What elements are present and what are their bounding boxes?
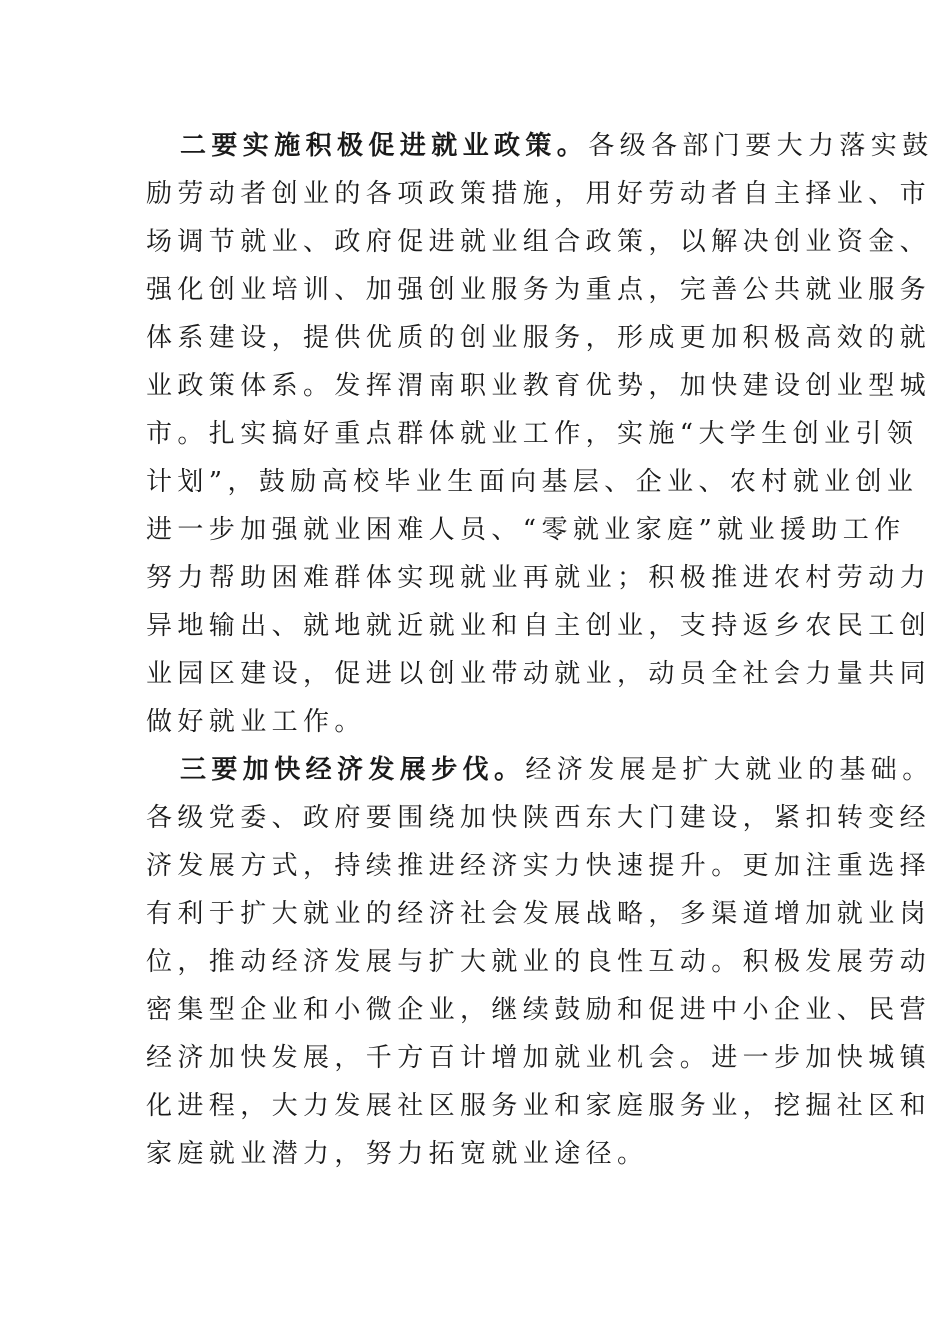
paragraph-text: 各级各部门要大力落实鼓 [588, 131, 934, 161]
paragraph-line: 强化创业培训、加强创业服务为重点，完善公共就业服务 [146, 275, 932, 305]
paragraph-line: 异地输出、就地就近就业和自主创业，支持返乡农民工创 [146, 611, 932, 641]
paragraph-line: 济发展方式，持续推进经济实力快速提升。更加注重选择 [146, 851, 932, 881]
document-page [146, 122, 934, 1178]
paragraph-line: 励劳动者创业的各项政策措施，用好劳动者自主择业、市 [146, 179, 932, 209]
paragraph-line: 密集型企业和小微企业，继续鼓励和促进中小企业、民营 [146, 995, 932, 1025]
paragraph-line: 做好就业工作。 [146, 707, 366, 737]
paragraph-line: 市。扎实搞好重点群体就业工作，实施“大学生创业引领 [146, 419, 919, 449]
paragraph-text: 经济发展是扩大就业的基础。 [525, 755, 934, 785]
paragraph-first-line [146, 122, 934, 170]
paragraph-line: 有利于扩大就业的经济社会发展战略，多渠道增加就业岗 [146, 899, 932, 929]
paragraph-line: 场调节就业、政府促进就业组合政策，以解决创业资金、 [146, 227, 932, 257]
paragraph-line: 家庭就业潜力，努力拓宽就业途径。 [146, 1139, 649, 1169]
paragraph-economic-development [146, 746, 934, 1178]
paragraph-first-line [146, 746, 934, 794]
paragraph-employment-policy [146, 122, 934, 746]
paragraph-lead-heading: 二要实施积极促进就业政策。 [180, 131, 589, 161]
paragraph-line: 化进程，大力发展社区服务业和家庭服务业，挖掘社区和 [146, 1091, 932, 1121]
paragraph-line: 努力帮助困难群体实现就业再就业；积极推进农村劳动力 [146, 563, 932, 593]
paragraph-line: 体系建设，提供优质的创业服务，形成更加积极高效的就 [146, 323, 932, 353]
paragraph-line: 业政策体系。发挥渭南职业教育优势，加快建设创业型城 [146, 371, 932, 401]
paragraph-line: 计划”，鼓励高校毕业生面向基层、企业、农村就业创业 [146, 467, 919, 497]
paragraph-line: 各级党委、政府要围绕加快陕西东大门建设，紧扣转变经 [146, 803, 932, 833]
paragraph-lead-heading: 三要加快经济发展步伐。 [180, 755, 526, 785]
paragraph-line: 进一步加强就业困难人员、“零就业家庭”就业援助工作 [146, 515, 906, 545]
paragraph-line: 业园区建设，促进以创业带动就业，动员全社会力量共同 [146, 659, 932, 689]
paragraph-line: 经济加快发展，千方百计增加就业机会。进一步加快城镇 [146, 1043, 932, 1073]
paragraph-line: 位，推动经济发展与扩大就业的良性互动。积极发展劳动 [146, 947, 932, 977]
